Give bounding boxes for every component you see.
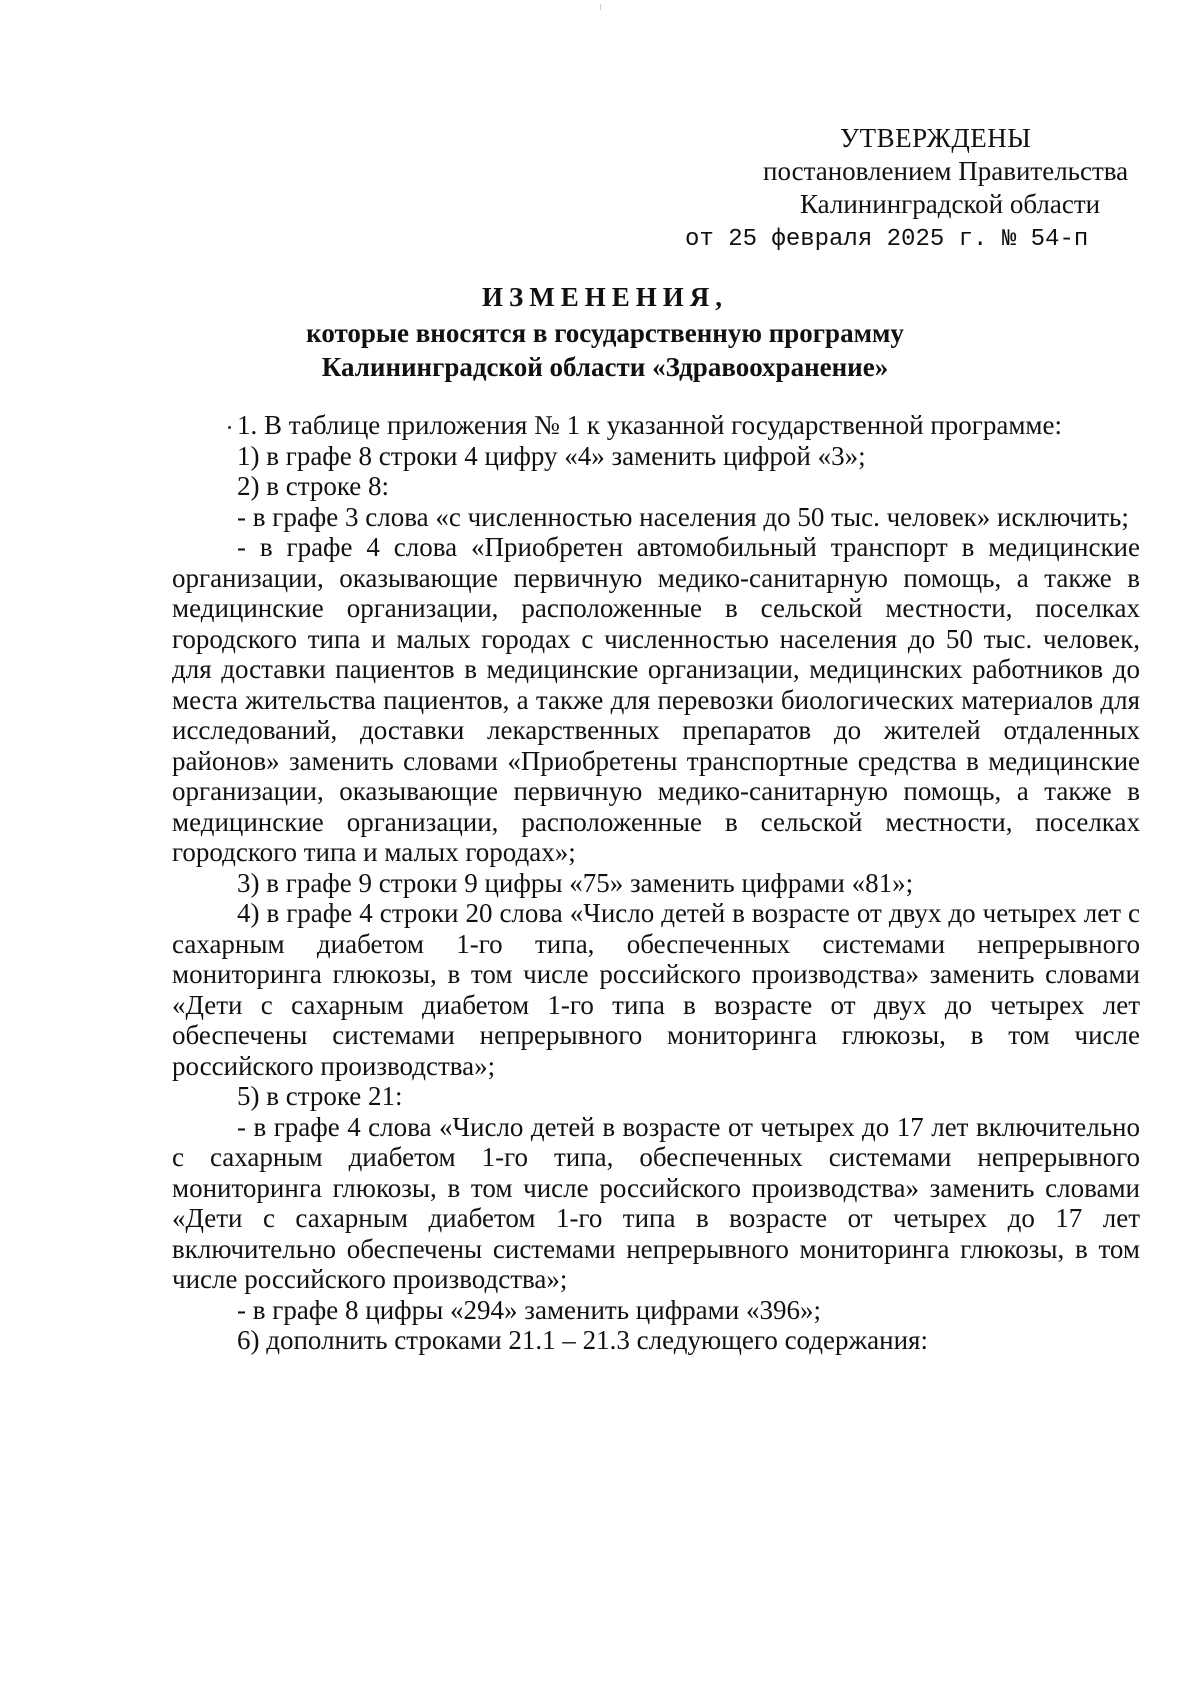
paragraph: - в графе 4 слова «Приобретен автомобильный транспорт в медицинские организации, оказывающие первичную медико-санитарную помощь, а также в медицинские организации, расположенные в сельской местности, поселках городского типа и малых городах с численностью населения до 50 тыс. человек, для доставки пациентов в медицинские организации, медицинских работников до места жительства пациентов, а также для перевозки биологических материалов для исследований, доставки лекарственных препаратов до жителей отдаленных районов» заменить словами «Приобретены транспортные средства в медицинские организации, оказывающие первичную медико-санитарную помощь, а также в медицинские организации, расположенные в сельской местности, поселках городского типа и малых городах»; [172,532,1140,867]
approval-authority: постановлением Правительства [763,156,1129,186]
heading-title: ИЗМЕНЕНИЯ, [481,282,728,312]
paragraph: - в графе 8 цифры «294» заменить цифрами «396»; [237,1294,821,1325]
paragraph: 5) в строке 21: [237,1081,403,1111]
paragraph: 6) дополнить строками 21.1 – 21.3 следующего содержания: [237,1325,928,1355]
paragraph: 4) в графе 4 строки 20 слова «Число детей в возрасте от двух до четырех лет с сахарным диабетом 1-го типа, обеспеченных системами непрерывного мониторинга глюкозы, в том числе российского производства» заменить словами «Дети с сахарным диабетом 1-го типа в возрасте от двух до четырех лет обеспечены системами непрерывного мониторинга глюкозы, в том числе российского производства»; [172,898,1140,1081]
paragraph: - в графе 3 слова «с численностью населения до 50 тыс. человек» исключить; [237,501,1129,532]
paragraph: - в графе 4 слова «Число детей в возрасте от четырех до 17 лет включительно с сахарным диабетом 1-го типа, обеспеченных системами непрерывного мониторинга глюкозы, в том числе российского производства» заменить словами «Дети с сахарным диабетом 1-го типа в возрасте от четырех до 17 лет включительно обеспечены системами непрерывного мониторинга глюкозы, в том числе российского производства»; [172,1111,1140,1294]
approval-region: Калининградской области [800,189,1101,219]
paragraph: 2) в строке 8: [237,471,390,501]
approval-block [685,122,1130,256]
approval-title: УТВЕРЖДЕНЫ [840,123,1032,153]
paragraph: 1) в графе 8 строки 4 цифру «4» заменить цифрой «3»; [237,440,866,471]
document-body [172,410,1140,1356]
heading-subtitle-2: Калининградской области «Здравоохранение» [321,352,889,382]
document-heading [170,280,1040,384]
scan-mark [600,4,601,10]
approval-date-number: от 25 февраля 2025 г. № 54-п [685,226,1089,253]
heading-subtitle-1: которые вносятся в государственную программу [306,318,904,348]
paragraph: 1. В таблице приложения № 1 к указанной государственной программе: [237,410,1063,440]
paragraph: 3) в графе 9 строки 9 цифры «75» заменить цифрами «81»; [237,867,914,898]
